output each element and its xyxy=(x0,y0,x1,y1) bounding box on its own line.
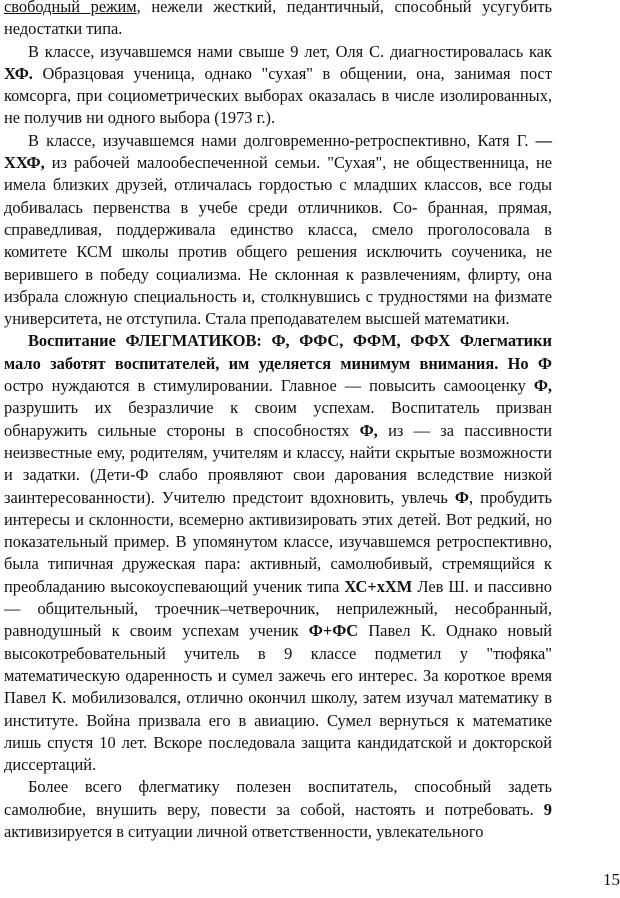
paragraph-1 xyxy=(4,41,552,130)
text-run: из рабочей малообеспеченной семьи. "Сухая", не общественница, не имела близких друзей, отличалась гордостью с младших классов, все годы добивалась первенства в учебе среди отличников. Со- бранная, прямая, справедливая, поддерживала единство класса, смело проголосовала в комитете КСМ школы против общего решения исключить соученика, не верившего в победу социализма. Не склонная к развлечениям, флирту, она избрала сложную специальность и, столкнувшись с трудностями на физмате университета, не отступила. Стала преподавателем высшей математики. xyxy=(4,153,552,329)
text-run: , нежели жесткий, педантичный, способный усугубить недостатки типа. xyxy=(4,0,553,39)
bold-run: Ф xyxy=(454,487,469,507)
text-run: Лев Ш. и пассивно — общительный, троечник–четверочник, неприлежный, несобранный, равнодушный к своим успехам ученик xyxy=(4,576,553,641)
bold-run: ХС+хХМ xyxy=(344,576,413,596)
text-run: активизируется в ситуации личной ответственности, увлекательного xyxy=(4,821,484,841)
bold-run: Воспитание ФЛЕГМАТИКОВ: Ф, ФФС, ФФМ, ФФХ Флегматики мало заботят воспитателей, им уделяется минимум внимания. Но Ф xyxy=(4,331,552,373)
text-run: , пробудить интересы и склонности, всемерно активизировать этих детей. Вот редкий, но показательный пример. В упомянутом классе, изучавшемся ретроспективно, была типичная дружеская пара: активный, самолюбивый, стремящийся к преобладанию высокоуспевающий ученик типа xyxy=(4,487,553,596)
text-run: из — за пассивности неизвестные ему, родителям, учителям и классу, найти скрытые возможности и задатки. (Дети-Ф слабо проявляют свои дарования вследствие низкой заинтересованности). Учителю предстоит вдохновить, увлечь xyxy=(4,420,552,507)
text-run: Павел К. Однако новый высокотребовательный учитель в 9 классе подметил у "тюфяка" математическую одаренность и сумел зажечь его интерес. За короткое время Павел К. мобилизовался, отлично окончил школу, затем изучал математику в институте. Война призвала его в авиацию. Сумел вернуться к математике лишь спустя 10 лет. Вскоре последовала защита кандидатской и докторской диссертаций. xyxy=(4,621,552,775)
text-run: разрушить их безразличие к своим успехам. Воспитатель призван обнаружить сильные стороны в способностях xyxy=(4,398,552,440)
bold-run: Ф+ФС xyxy=(308,621,359,641)
text-run: Образцовая ученица, однако "сухая" в общении, она, занимая пост комсорга, при социометрических выборах оказалась в числе изолированных, не получив ни одного выбора (1973 г.). xyxy=(4,63,552,128)
bold-run: Ф, xyxy=(359,420,378,440)
body-text xyxy=(4,0,552,843)
text-run: В классе, изучавшемся нами свыше 9 лет, Оля С. диагностировалась как xyxy=(28,41,552,61)
paragraph-3 xyxy=(4,330,552,776)
bold-run: — ХХФ, xyxy=(4,130,552,173)
text-run: остро нуждаются в стимулировании. Главное — повысить самооценку xyxy=(4,376,534,396)
paragraph-2 xyxy=(4,130,552,331)
page-number: 15 xyxy=(603,870,620,889)
bold-run: 9 xyxy=(543,799,552,819)
paragraph-4 xyxy=(4,776,552,843)
bold-run: ХФ. xyxy=(4,63,33,83)
text-run: Более всего флегматику полезен воспитатель, способный задеть самолюбие, внушить веру, повести за собой, настоять и потребовать. xyxy=(4,777,552,819)
text-run: В классе, изучавшемся нами долговременно-ретроспективно, Катя Г. xyxy=(28,130,536,150)
bold-run: Ф, xyxy=(533,376,552,396)
underlined-phrase: свободный режим xyxy=(4,0,137,16)
paragraph-0 xyxy=(4,0,552,41)
